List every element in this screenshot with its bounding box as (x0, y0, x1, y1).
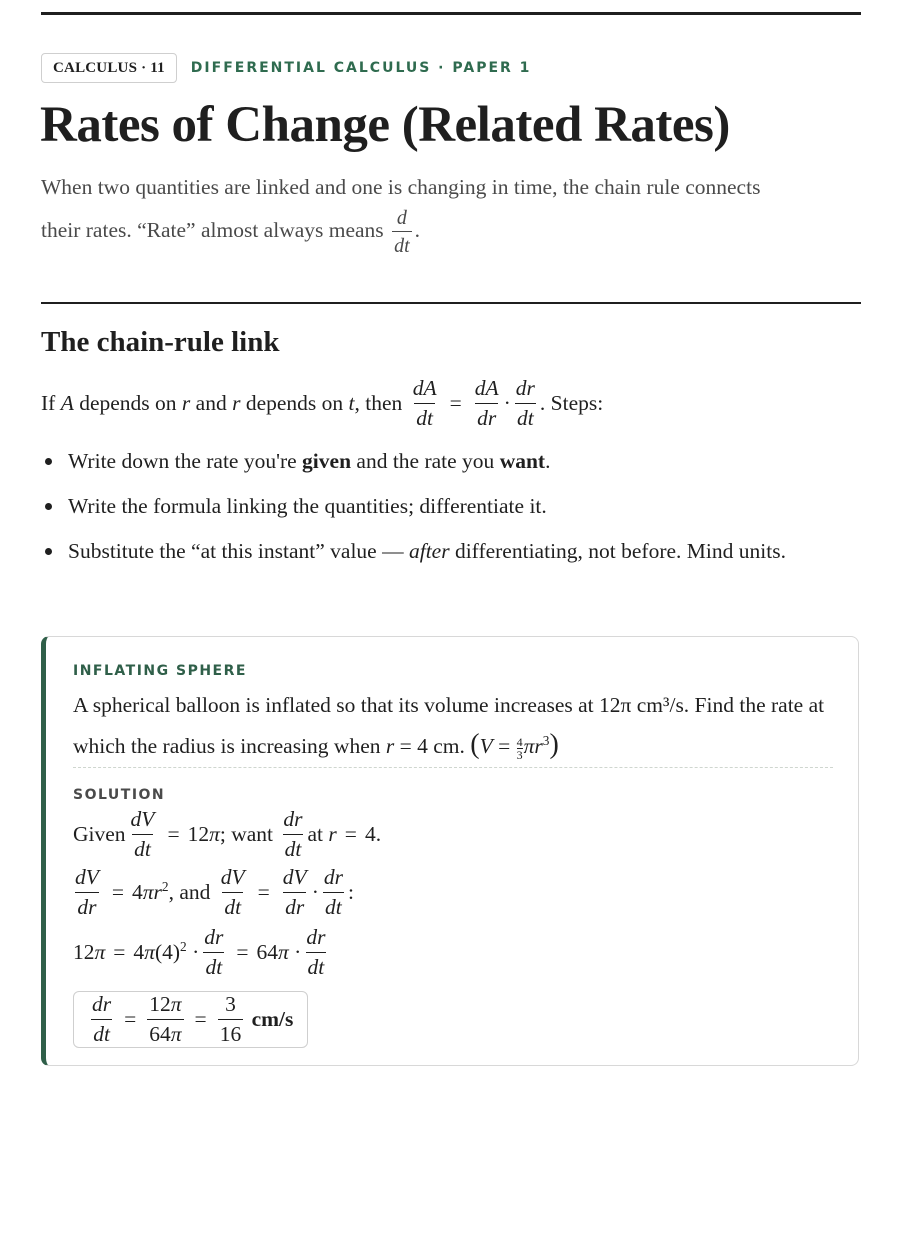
example-problem: A spherical balloon is inflated so that its volume increases at 12π cm³/s. Find the rate at which the radius is increasing when r = 4 cm. (V = $\frac{4}{3}$ $\pi r^3$) (73, 693, 825, 762)
list-item: Write down the rate you're given and the rate you want. (41, 443, 841, 479)
solution-label: SOLUTION (73, 787, 166, 803)
intro-fraction: $\frac{d}{dt}$ (394, 207, 410, 257)
section-heading: The chain-rule link (41, 326, 280, 358)
meta-row (41, 53, 531, 83)
page-title: Rates of Change (Related Rates) (40, 97, 730, 153)
dA-dt-fraction: $\frac{dA}{dt}$ (412, 376, 437, 430)
intro-paragraph: When two quantities are linked and one is changing in time, the chain rule connects their rates. “Rate” almost always means $\frac{d}{dt}$ . (41, 175, 761, 257)
volume-formula: (V = $\frac{4}{3}$ $\pi r^3$) (470, 729, 559, 762)
dashed-divider (73, 767, 833, 768)
list-item: Write the formula linking the quantities; differentiate it. (41, 488, 841, 524)
example-callout (41, 636, 859, 1066)
answer-unit: cm/s (251, 1007, 294, 1031)
dA-dr-fraction: $\frac{dA}{dr}$ (474, 376, 499, 430)
solution-line-3: 12π = $4\pi(4)^2$ · $\frac{dr}{dt}$ = 64π · $\frac{dr}{dt}$ (73, 925, 326, 979)
paper-kicker: DIFFERENTIAL CALCULUS · PAPER 1 (190, 60, 532, 76)
list-item: Substitute the “at this instant” value — after differentiating, not before. Mind units. (41, 533, 841, 569)
solution-line-4 (73, 991, 308, 1048)
answer-box: $\frac{dr}{dt}$ = $\frac{12\pi}{64\pi}$ = $\frac{3}{16}$ cm/s (73, 991, 308, 1048)
dr-dt-fraction: $\frac{dr}{dt}$ (515, 376, 535, 430)
intro-text: When two quantities are linked and one is changing in time, the chain rule connects their rates. “Rate” almost always means (41, 175, 761, 242)
section-rule (41, 302, 861, 304)
solution-line-1: Given $\frac{dV}{dt}$ = 12π ; want $\frac{dr}{dt}$ at r = 4. (73, 807, 382, 861)
top-rule (41, 12, 861, 15)
example-label: INFLATING SPHERE (73, 663, 247, 679)
chain-rule-statement: If A depends on r and r depends on t , then $\frac{dA}{dt}$ = $\frac{dA}{dr}$ · $\frac{dr}{dt}$ . Steps: (41, 376, 604, 430)
course-badge: CALCULUS · 11 (41, 53, 177, 83)
steps-list (41, 443, 841, 578)
solution-line-2: $\frac{dV}{dr}$ = $4\pi r^2$ , and $\frac{dV}{dt}$ = $\frac{dV}{dr}$ · $\frac{dr}{dt}$ : (75, 865, 354, 919)
